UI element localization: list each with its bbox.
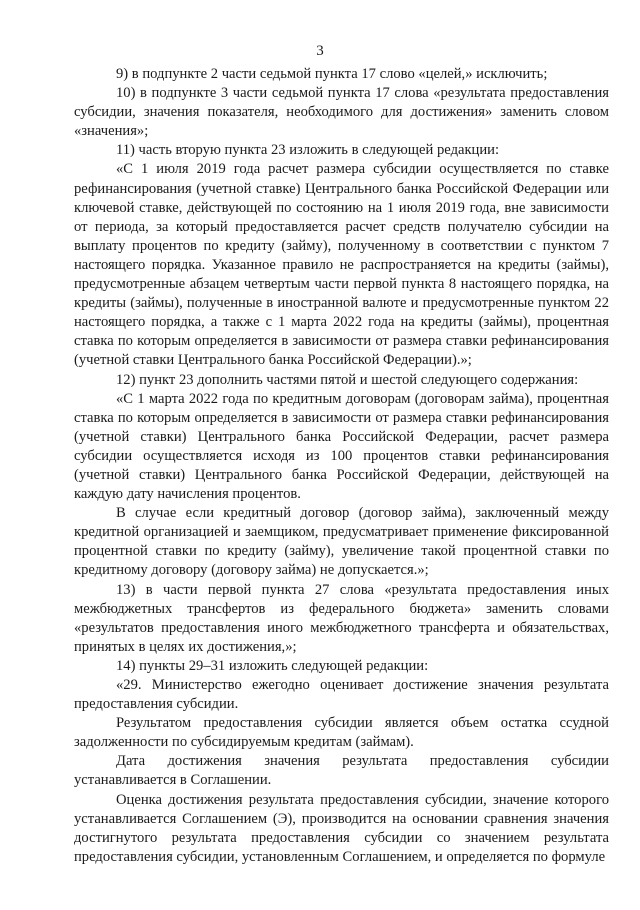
paragraph-item-9: 9) в подпункте 2 части седьмой пункта 17 слово «целей,» исключить; <box>116 66 548 82</box>
paragraph-assessment-formula: Оценка достижения результата предоставления субсидии, значение которого устанавливается Соглашением (Э), производится на основании сравнения значения достигнутого результата предоставления субсидии со значением результата предоставления субсидии, установленным Соглашением, и определяется по формуле <box>74 791 609 865</box>
paragraph-item-12-quote-part5: «С 1 марта 2022 года по кредитным договорам (договорам займа), процентная ставка по которым определяется в зависимости от размера ставки рефинансирования (учетной ставки) Центрального банка Российской Федерации, расчет размера субсидии осуществляется исходя из 100 процентов ставки рефинансирования (учетной ставки) Центрального банка Российской Федерации, действующей на каждую дату начисления процентов. <box>74 390 609 503</box>
paragraph-result-definition: Результатом предоставления субсидии является объем остатка ссудной задолженности по субсидируемым кредитам (займам). <box>74 715 609 751</box>
page-number: 3 <box>316 43 324 59</box>
paragraph-item-10: 10) в подпункте 3 части седьмой пункта 17 слова «результата предоставления субсидии, значения показателя, необходимого для достижения» заменить словом «значения»; <box>74 85 609 140</box>
paragraph-item-14: 14) пункты 29–31 изложить следующей редакции: <box>116 657 429 674</box>
paragraph-item-12-quote-part6: В случае если кредитный договор (договор займа), заключенный между кредитной организацией и заемщиком, предусматривает применение фиксированной процентной ставки по кредиту (займу), увеличение такой процентной ставки по кредитному договору (договору займа) не допускается.»; <box>74 505 609 579</box>
paragraph-item-11: 11) часть вторую пункта 23 изложить в следующей редакции: <box>116 142 500 159</box>
paragraph-clause-29: «29. Министерство ежегодно оценивает достижение значения результата предоставления субсидии. <box>74 677 609 713</box>
paragraph-achievement-date: Дата достижения значения результата предоставления субсидии устанавливается в Соглашении. <box>74 753 609 789</box>
document-body <box>74 65 609 867</box>
paragraph-item-12: 12) пункт 23 дополнить частями пятой и шестой следующего содержания: <box>116 371 579 388</box>
paragraph-item-13: 13) в части первой пункта 27 слова «результата предоставления иных межбюджетных трансфертов из федерального бюджета» заменить словами «результатов предоставления иного межбюджетного трансферта и обязательствах, принятых в целях их достижения,»; <box>74 581 609 655</box>
paragraph-item-11-quote: «С 1 июля 2019 года расчет размера субсидии осуществляется по ставке рефинансирования (учетной ставке) Центрального банка Российской Федерации или ключевой ставке, действующей по состоянию на 1 июля 2019 года, вне зависимости от периода, за который предоставляется расчет средств получателю субсидии на выплату процентов по кредиту (займу), полученному в соответствии с пунктом 7 настоящего порядка. Указанное правило не распространяется на кредиты (займы), предусмотренные абзацем четвертым части первой пункта 8 настоящего порядка, на кредиты (займы), полученные в иностранной валюте и предусмотренные пунктом 22 настоящего порядка, а также с 1 марта 2022 года на кредиты (займы), процентная ставка по которым определяется в зависимости от размера ставки рефинансирования (учетной ставки Центрального банка Российской Федерации).»; <box>74 161 609 369</box>
